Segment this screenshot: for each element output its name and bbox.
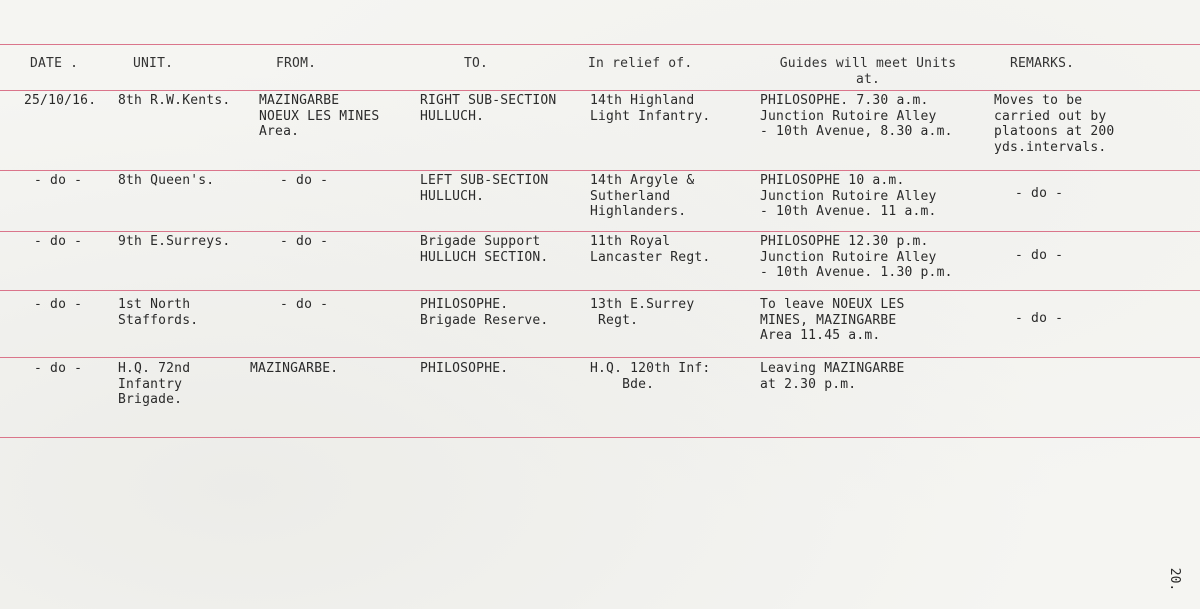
header-relief: In relief of. [588, 56, 693, 71]
row4-date: - do - [34, 297, 83, 312]
header-from: FROM. [276, 56, 317, 71]
rule-line [0, 170, 1200, 171]
page-number: 20. [1167, 567, 1183, 592]
rule-line [0, 90, 1200, 91]
row5-relief: H.Q. 120th Inf: Bde. [590, 361, 711, 392]
row2-to: LEFT SUB-SECTION HULLUCH. [420, 173, 549, 204]
row2-relief: 14th Argyle & Sutherland Highlanders. [590, 173, 695, 219]
row4-remarks: - do - [1015, 311, 1064, 326]
row5-guides: Leaving MAZINGARBE at 2.30 p.m. [760, 361, 905, 392]
row3-guides: PHILOSOPHE 12.30 p.m. Junction Rutoire Alley - 10th Avenue. 1.30 p.m. [760, 234, 953, 280]
row3-unit: 9th E.Surreys. [118, 234, 231, 249]
header-unit: UNIT. [133, 56, 174, 71]
row5-unit: H.Q. 72nd Infantry Brigade. [118, 361, 191, 407]
rule-line [0, 290, 1200, 291]
row1-relief: 14th Highland Light Infantry. [590, 93, 711, 124]
row2-unit: 8th Queen's. [118, 173, 215, 188]
row1-guides: PHILOSOPHE. 7.30 a.m. Junction Rutoire Alley - 10th Avenue, 8.30 a.m. [760, 93, 953, 139]
row3-relief: 11th Royal Lancaster Regt. [590, 234, 711, 265]
row1-date: 25/10/16. [24, 93, 97, 108]
row1-from: MAZINGARBE NOEUX LES MINES Area. [259, 93, 380, 139]
header-guides: Guides will meet Units at. [779, 56, 957, 87]
header-date: DATE . [30, 56, 79, 71]
row2-remarks: - do - [1015, 186, 1064, 201]
row2-date: - do - [34, 173, 83, 188]
row5-date: - do - [34, 361, 83, 376]
header-remarks: REMARKS. [1010, 56, 1075, 71]
row3-to: Brigade Support HULLUCH SECTION. [420, 234, 549, 265]
rule-line [0, 231, 1200, 232]
row1-remarks: Moves to be carried out by platoons at 200 yds.intervals. [994, 93, 1115, 155]
row1-to: RIGHT SUB-SECTION HULLUCH. [420, 93, 557, 124]
rule-line [0, 357, 1200, 358]
row3-remarks: - do - [1015, 248, 1064, 263]
row5-to: PHILOSOPHE. [420, 361, 509, 376]
row4-unit: 1st North Staffords. [118, 297, 199, 328]
row3-from: - do - [280, 234, 329, 249]
rule-line [0, 44, 1200, 45]
rule-line [0, 437, 1200, 438]
row4-from: - do - [280, 297, 329, 312]
row2-from: - do - [280, 173, 329, 188]
row2-guides: PHILOSOPHE 10 a.m. Junction Rutoire Alley - 10th Avenue. 11 a.m. [760, 173, 937, 219]
header-to: TO. [464, 56, 489, 71]
row4-to: PHILOSOPHE. Brigade Reserve. [420, 297, 549, 328]
row3-date: - do - [34, 234, 83, 249]
row5-from: MAZINGARBE. [250, 361, 339, 376]
row1-unit: 8th R.W.Kents. [118, 93, 231, 108]
row4-guides: To leave NOEUX LES MINES, MAZINGARBE Area 11.45 a.m. [760, 297, 905, 343]
row4-relief: 13th E.Surrey Regt. [590, 297, 695, 328]
